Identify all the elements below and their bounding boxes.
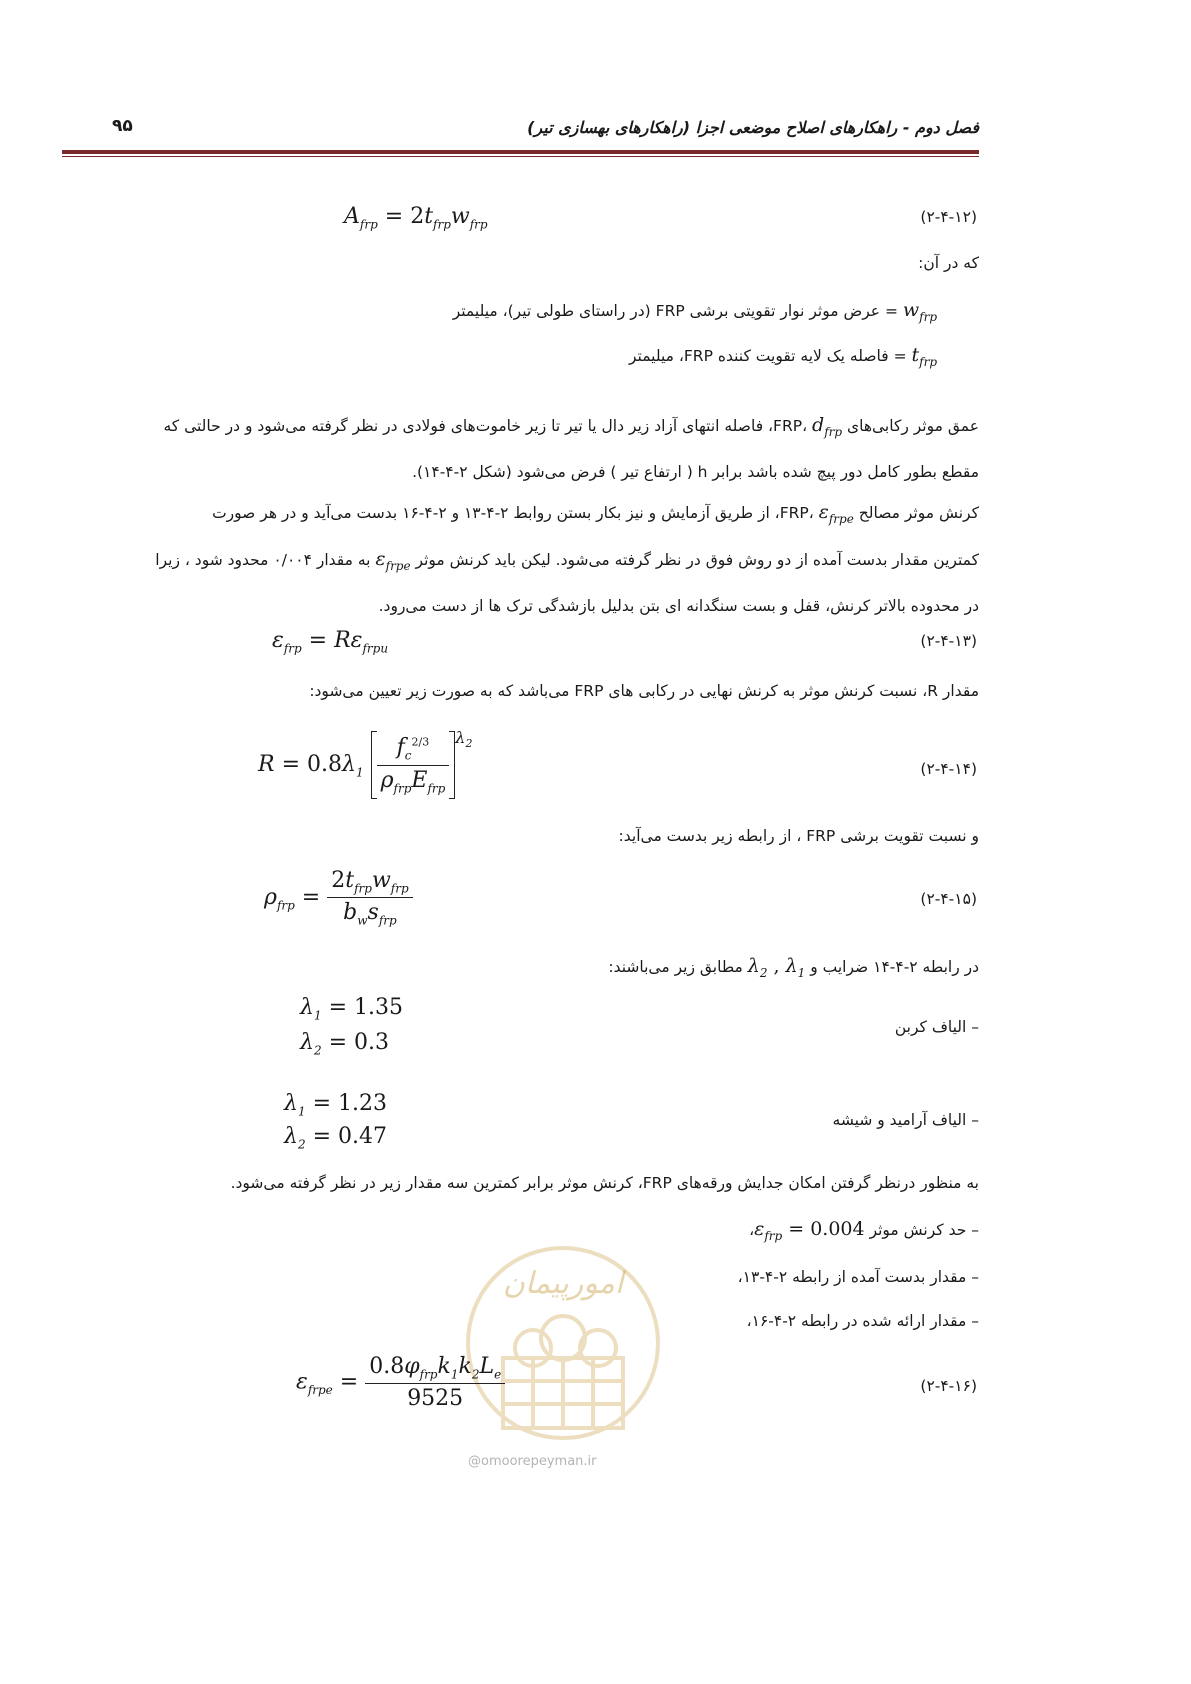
equation-14: $R = 0.8\lambda_1$ $\frac{f_c^{2/3}}{\rho_{frp}E_{frp}}$ $^{\lambda_2}$ <box>258 728 472 799</box>
symbol-lambdas: $\lambda_2$ , $\lambda_1$ <box>747 955 806 980</box>
paragraph-effective-strain <box>99 492 979 626</box>
symbol-eps-frp-limit: $\varepsilon_{frp} = 0.004$ <box>754 1218 865 1243</box>
rho-definition-text: و نسبت تقویت برشی FRP ، از رابطه زیر بدست می‌آید: <box>618 827 979 845</box>
aramid-glass-fiber-label: – الیاف آرامید و شیشه <box>832 1111 979 1129</box>
equation-12-number: (۲-۴-۱۲) <box>920 208 977 226</box>
symbol-t-frp: $t_{frp}$ <box>911 344 937 369</box>
paragraph-2-line-3: در محدوده بالاتر کرنش، قفل و بست سنگدانه ای بتن بدلیل بازشدگی ترک ها از دست می‌رود. <box>378 596 979 615</box>
equation-16: $\varepsilon_{frpe}$ = $\frac{0.8\varphi_{frp}k_1k_2L_e}{9525}$ <box>296 1354 505 1411</box>
running-header: فصل دوم - راهکارهای اصلاح موضعی اجزا (راهکارهای بهسازی تیر) <box>527 118 979 137</box>
equation-16-number: (۲-۴-۱۶) <box>920 1377 977 1395</box>
symbol-d-frp: $d_{frp}$ <box>812 414 843 439</box>
paragraph-1-line-2: مقطع بطور کامل دور پیچ شده باشد برابر h ( ارتفاع تیر ) فرض می‌شود (شکل ۲-۴-۱۴). <box>412 462 979 481</box>
equation-15: $\rho_{frp}$ = $\frac{2t_{frp}w_{frp}}{b_ws_{frp}}$ <box>264 868 413 928</box>
equation-15-number: (۲-۴-۱۵) <box>920 890 977 908</box>
watermark-logo-text: امورپیمان <box>502 1266 624 1301</box>
aramid-lambda1: $\lambda_1 = 1.23$ <box>284 1091 388 1119</box>
debonding-text: به منظور درنظر گرفتن امکان جدایش ورقه‌های FRP، کرنش موثر برابر کمترین سه مقدار زیر در نظر گرفته می‌شود. <box>230 1174 979 1192</box>
header-rule-thick <box>62 150 979 154</box>
bullet-eq13: – مقدار بدست آمده از رابطه ۲-۴-۱۳، <box>737 1268 979 1286</box>
watermark-logo <box>458 1238 668 1448</box>
carbon-lambda1: $\lambda_1 = 1.35$ <box>300 995 404 1023</box>
where-label: که در آن: <box>918 254 979 272</box>
watermark-url: @omoorepeyman.ir <box>468 1454 597 1469</box>
header-rule-thin <box>62 156 979 157</box>
equation-13: $\varepsilon_{frp} = R\varepsilon_{frpu}$ <box>272 628 389 656</box>
equation-12: $A_{frp} = 2t_{frp}w_{frp}$ <box>344 204 488 232</box>
symbol-w-frp: $w_{frp}$ <box>902 299 937 324</box>
bullet-strain-limit: – حد کرنش موثر $\varepsilon_{frp}$ = 0.004، <box>749 1218 979 1243</box>
at-icon: @ <box>468 1454 481 1469</box>
equation-13-number: (۲-۴-۱۳) <box>920 632 977 650</box>
lambda-intro-text: در رابطه ۲-۴-۱۴ ضرایب و $\lambda_2$ , $\lambda_1$ مطابق زیر می‌باشند: <box>608 955 979 980</box>
symbol-eps-frpe-2: $\varepsilon_{frpe}$ <box>375 547 411 573</box>
page-number: ۹۵ <box>112 116 133 136</box>
paragraph-2-line-2: کمترین مقدار بدست آمده از دو روش فوق در نظر گرفته می‌شود. لیکن باید کرنش موثر $\varepsilon_{frpe}$ به مقدار ۰/۰۰۴ محدود شود ، زیرا <box>155 547 979 573</box>
symbol-eps-frpe: $\varepsilon_{frpe}$ <box>818 501 854 526</box>
bullet-eq16: – مقدار ارائه شده در رابطه ۲-۴-۱۶، <box>746 1312 979 1330</box>
equation-14-number: (۲-۴-۱۴) <box>920 760 977 778</box>
paragraph-1-line-1: عمق موثر رکابی‌های FRP، $d_{frp}،$ فاصله انتهای آزاد زیر دال یا تیر تا زیر خاموت‌های فولادی در نظر گرفته می‌شود و در حالتی که <box>163 414 979 439</box>
aramid-lambda2: $\lambda_2 = 0.47$ <box>284 1124 388 1152</box>
R-definition-text: مقدار R، نسبت کرنش موثر به کرنش نهایی در رکابی های FRP می‌باشد که به صورت زیر تعیین می‌شود: <box>309 682 979 700</box>
paragraph-2-line-1: کرنش موثر مصالح FRP، $\varepsilon_{frpe}،$ از طریق آزمایش و نیز بکار بستن روابط ۲-۴-۱۳ و ۲-۴-۱۶ بدست می‌آید و در هر صورت <box>212 501 979 526</box>
definition-t: $t_{frp}$ = فاصله یک لایه تقویت کننده FRP، میلیمتر <box>628 344 937 369</box>
carbon-lambda2: $\lambda_2 = 0.3$ <box>300 1030 390 1058</box>
definition-w: $w_{frp}$ = عرض موثر نوار تقویتی برشی FRP (در راستای طولی تیر)، میلیمتر <box>452 299 937 324</box>
paragraph-effective-depth <box>99 405 979 492</box>
carbon-fiber-label: – الیاف کربن <box>894 1018 979 1036</box>
